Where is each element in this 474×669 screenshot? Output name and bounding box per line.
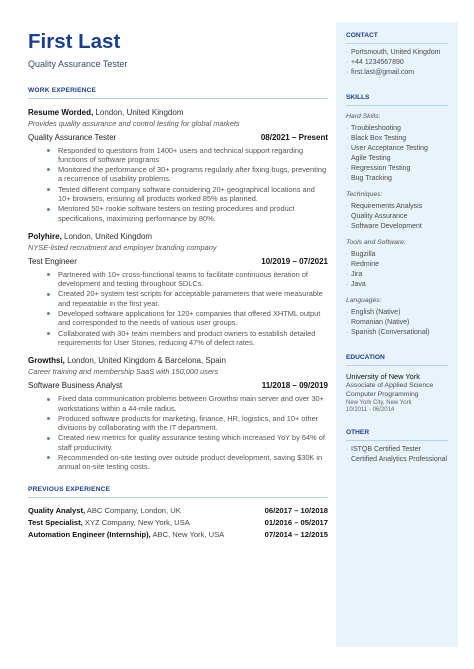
work-experience-heading: WORK EXPERIENCE (28, 86, 97, 94)
language-item: · Romanian (Native) (346, 318, 448, 328)
contact-list (346, 48, 448, 78)
candidate-role: Quality Assurance Tester (28, 58, 128, 69)
job-company-line (28, 108, 328, 117)
languages-label: Languages: (346, 297, 382, 304)
previous-role-title: Test Specialist, (28, 517, 83, 527)
job-title-row (28, 381, 328, 390)
previous-role-company: ABC Company, London, UK (85, 505, 181, 515)
skills-heading: SKILLS (346, 94, 370, 101)
tools-label: Tools and Software: (346, 239, 406, 246)
job-title: Test Engineer (28, 256, 77, 266)
job-bullets (28, 270, 328, 347)
job-title-row (28, 133, 328, 142)
job-bullets (28, 146, 328, 223)
job-dates: 08/2021 – Present (260, 132, 328, 142)
section-divider (28, 497, 328, 498)
contact-email: · first.last@gmail.com (346, 68, 448, 78)
skills-section (346, 94, 448, 338)
job-bullet: Mentored 50+ rookie software testers on testing procedures and product specifications, maximizing performance by 80%. (28, 204, 328, 223)
other-section (346, 429, 448, 465)
job-bullet: Responded to questions from 1400+ users and technical support regarding functions of software programs (28, 146, 328, 165)
job-location: London, United Kingdom & Barcelona, Spain (64, 356, 226, 366)
section-divider (28, 98, 328, 99)
job-company: Polyhire, (28, 231, 62, 241)
skill-item: · Redmine (346, 260, 448, 270)
job-bullet: Partnered with 10+ cross-functional teams to facilitate continuous iteration of development and testing throughout SDLCs. (28, 270, 328, 289)
job-company-line (28, 356, 328, 365)
skill-item: · Jira (346, 270, 448, 280)
certification-item: · ISTQB Certified Tester (346, 445, 448, 455)
job-bullet: Produced software products for marketing, finance, HR, logistics, and 10+ other divisions by collaborating with the IT department. (28, 414, 328, 433)
contact-section (346, 32, 448, 78)
job-bullet: Developed software applications for 120+ companies that offered XHTML output and corresponded to the needs of various user groups. (28, 309, 328, 328)
job-title: Quality Assurance Tester (28, 132, 117, 142)
previous-experience-heading: PREVIOUS EXPERIENCE (28, 485, 111, 493)
job-location: London, United Kingdom (93, 107, 184, 117)
previous-role-row (28, 530, 328, 539)
skill-item: · Java (346, 280, 448, 290)
skill-item: · Software Development (346, 222, 448, 232)
job-bullet: Tested different company software considering 20+ geographical locations and 10+ browsers, ensuring all products worked 85% as planned. (28, 185, 328, 204)
job-company-line (28, 232, 328, 241)
job-bullets (28, 394, 328, 471)
previous-role-title: Automation Engineer (Internship), (28, 529, 151, 539)
skill-item: · Bug Tracking (346, 174, 448, 184)
job-bullet: Created 20+ system test scripts for acceptable parameters that were measurable and repeatable in the first year. (28, 289, 328, 308)
previous-role-dates: 01/2016 – 05/2017 (264, 517, 328, 527)
skill-item: · User Acceptance Testing (346, 144, 448, 154)
language-item: · English (Native) (346, 308, 448, 318)
job-title: Software Business Analyst (28, 381, 123, 391)
certification-item: · Certified Analytics Professional (346, 455, 448, 465)
skill-item: · Agile Testing (346, 154, 448, 164)
other-heading: OTHER (346, 429, 370, 436)
techniques-label: Techniques: (346, 191, 383, 198)
job-entry (28, 232, 328, 347)
job-bullet: Created new metrics for quality assurance testing which increased YoY by 64% of staff productivity. (28, 433, 328, 452)
previous-experience-list (28, 506, 328, 539)
education-degree: Associate of Applied Science Computer Programming (346, 382, 434, 398)
section-divider (346, 440, 448, 441)
section-divider (346, 365, 448, 366)
job-company-description: NYSE-listed recruitment and employer branding company (28, 242, 217, 252)
previous-role-dates: 07/2014 – 12/2015 (264, 529, 328, 539)
previous-role-title: Quality Analyst, (28, 505, 86, 515)
job-dates: 11/2018 – 09/2019 (261, 381, 328, 391)
job-company: Resume Worded, (28, 107, 94, 117)
skill-item: · Requirements Analysis (346, 202, 448, 212)
job-bullet: Fixed data communication problems between Growthsi main server and over 30+ workstations within a 44-mile radius. (28, 394, 328, 413)
education-dates: 10/2011 - 06/2014 (346, 407, 395, 413)
education-school: University of New York (346, 372, 420, 381)
skill-item: · Bugzilla (346, 250, 448, 260)
job-bullet: Collaborated with 30+ team members and product owners to establish detailed requirements for User Stories, reducing 47% of defect rates. (28, 329, 328, 348)
main-column (28, 32, 328, 539)
skill-item: · Troubleshooting (346, 124, 448, 134)
job-bullet: Monitored the performance of 30+ programs regularly after fixing bugs, preventing a recurrence of usability problems. (28, 165, 328, 184)
language-item: · Spanish (Conversational) (346, 328, 448, 338)
job-company: Growthsi, (28, 356, 65, 366)
previous-role-row (28, 506, 328, 515)
contact-location: · Portsmouth, United Kingdom (346, 48, 448, 58)
education-section (346, 354, 448, 413)
skill-item: · Regression Testing (346, 164, 448, 174)
job-bullet: Recommended on-site testing over outside product development, saving $30K in annual on-site testing costs. (28, 453, 328, 472)
education-heading: EDUCATION (346, 354, 385, 361)
sidebar (336, 22, 458, 647)
previous-role-row (28, 518, 328, 527)
job-company-description: Provides quality assurance and control testing for global markets (28, 118, 240, 128)
job-entry (28, 108, 328, 223)
previous-role-company: XYZ Company, New York, USA (82, 517, 190, 527)
skill-item: · Black Box Testing (346, 134, 448, 144)
previous-role-company: ABC, New York, USA (150, 529, 225, 539)
candidate-name: First Last (28, 30, 121, 53)
languages-list (346, 308, 448, 338)
contact-phone: · +44 1234567890 (346, 58, 448, 68)
section-divider (346, 105, 448, 106)
contact-heading: CONTACT (346, 32, 378, 39)
job-entry (28, 356, 328, 471)
hard-skills-list (346, 124, 448, 184)
education-location: New York City, New York (346, 400, 412, 406)
job-location: London, United Kingdom (61, 231, 153, 241)
other-list (346, 445, 448, 465)
job-company-description: Career training and membership SaaS with 150,000 users (28, 367, 219, 377)
techniques-list (346, 202, 448, 232)
tools-list (346, 250, 448, 290)
section-divider (346, 43, 448, 44)
job-dates: 10/2019 – 07/2021 (261, 256, 328, 266)
previous-role-dates: 06/2017 – 10/2018 (264, 505, 328, 515)
skill-item: · Quality Assurance (346, 212, 448, 222)
job-title-row (28, 257, 328, 266)
hard-skills-label: Hard Skills: (346, 113, 381, 120)
